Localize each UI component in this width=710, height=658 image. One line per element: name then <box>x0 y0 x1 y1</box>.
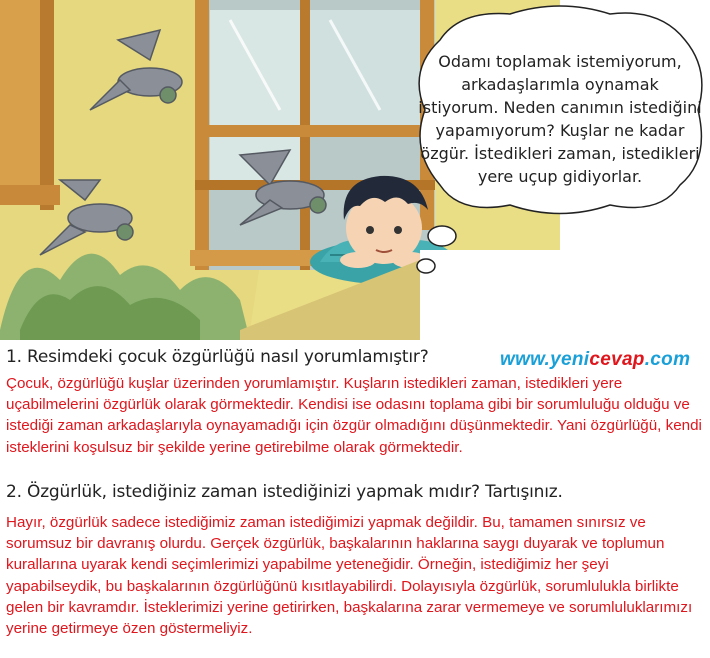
question-2: 2. Özgürlük, istediğiniz zaman istediğinizi yapmak mıdır? Tartışınız. <box>6 482 563 502</box>
bubble-line: Odamı toplamak istemiyorum, <box>438 52 682 71</box>
question-1: 1. Resimdeki çocuk özgürlüğü nasıl yorumlamıştır? <box>6 347 429 367</box>
answer-1: Çocuk, özgürlüğü kuşlar üzerinden yorumlamıştır. Kuşların istedikleri zaman, istedikleri yere uçabilmelerini özgürlük olarak görmektedir. Kendisi ise odasını toplama gibi bir sorumluluğu olduğu ve istediği zaman arkadaşlarıyla oynayamadığı için özgür olmadığını düşünmektedir. Yani özgürlüğü, kendi isteklerini koşulsuz bir şekilde yerine getirebilme olarak görmektedir. <box>6 375 702 456</box>
bubble-line: yere uçup gidiyorlar. <box>477 167 643 186</box>
left-window-frame <box>0 0 60 210</box>
bubble-line: istiyorum. Neden canımın istediğini <box>418 98 702 117</box>
bubble-line: arkadaşlarımla oynamak <box>461 75 659 94</box>
answer-2: Hayır, özgürlük sadece istediğimiz zaman istediğimizi yapmak değildir. Bu, tamamen sınırsız ve sorumsuz bir davranış olurdu. Gerçek özgürlük, başkalarının haklarına saygı duyarak ve toplumun kurallarına uyarak kendi seçimlerimizi yapabilme yeteneğidir. Örneğin, istediğimiz her şeyi yapabilseydik, bu başkalarının özgürlüğünü kısıtlayabilirdi. Dolayısıyla özgürlük, sorumlulukla birlikte gelen bir kavramdır. İsteklerimizi yerine getirirken, başkalarına zarar vermemeye ve sorumluluklarımızı yerine getirmeye özen göstermeliyiz. <box>6 514 693 638</box>
watermark: www.yenicevap.com <box>500 349 691 370</box>
bubble-line: özgür. İstedikleri zaman, istedikleri <box>420 144 700 163</box>
bubble-line: yapamıyorum? Kuşlar ne kadar <box>435 121 685 140</box>
